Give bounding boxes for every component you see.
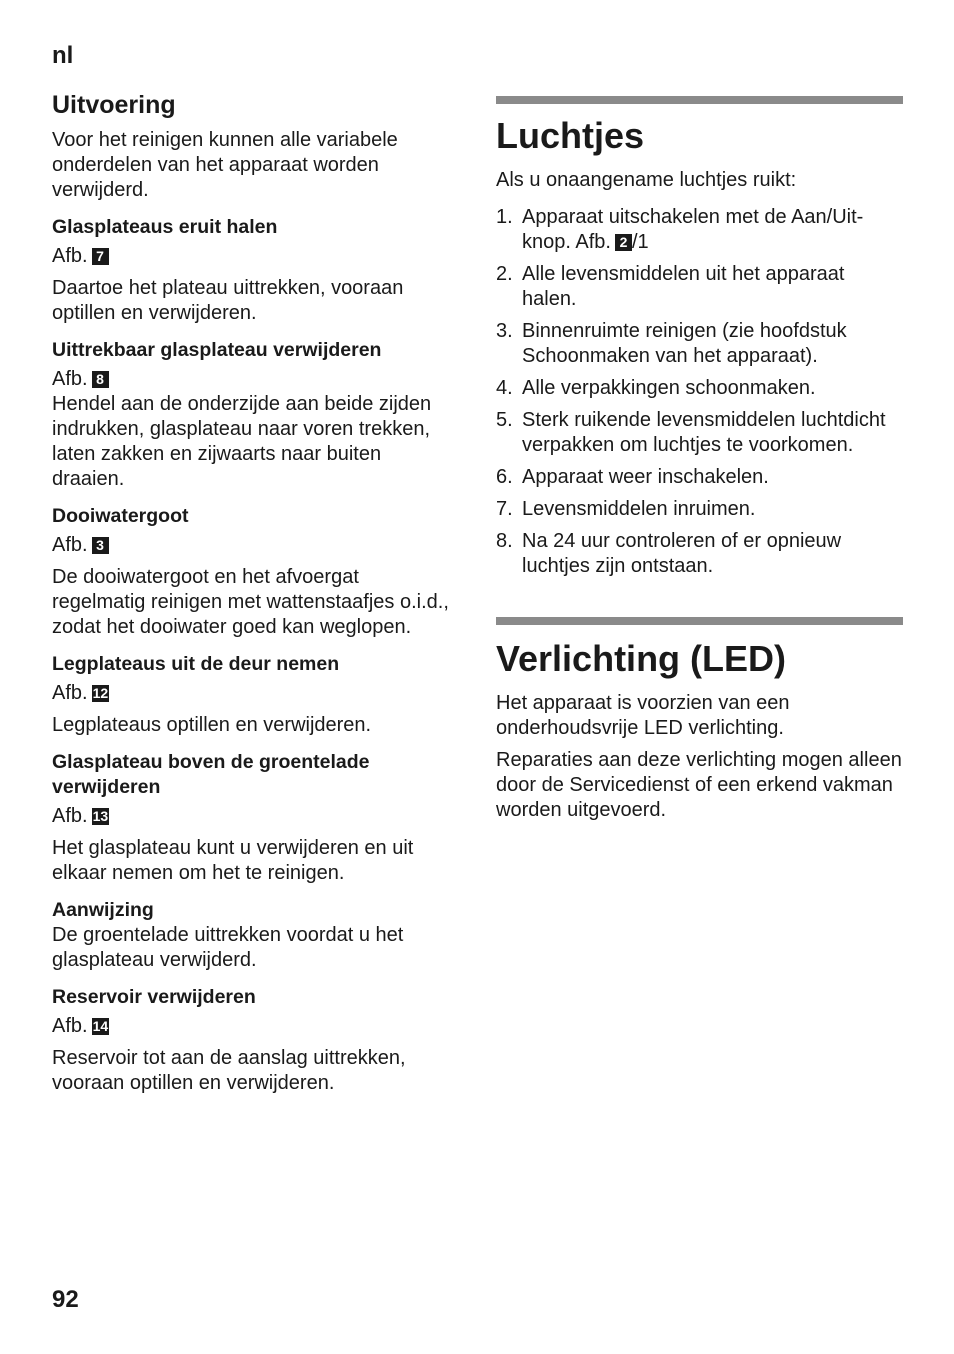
figure-number-badge: 13 — [92, 808, 109, 824]
subsection-heading: Reservoir verwijderen — [52, 986, 256, 1008]
list-item: 7. Levensmiddelen inruimen. — [496, 498, 756, 520]
subsection-dooiwatergoot — [52, 504, 457, 640]
page-number: 92 — [52, 1286, 79, 1313]
subsection-reservoir — [52, 985, 457, 1096]
section-title-uitvoering: Uitvoering — [52, 91, 176, 119]
figure-reference: Afb. 12 — [52, 682, 109, 704]
subsection-heading: Aanwijzing — [52, 899, 154, 921]
subsection-text: Legplateaus optillen en verwijderen. — [52, 714, 372, 736]
subsection-heading: Legplateaus uit de deur nemen — [52, 653, 340, 675]
list-item: 4. Alle verpakkingen schoonmaken. — [496, 377, 816, 399]
language-tag: nl — [52, 42, 74, 69]
subsection-heading: Dooiwatergoot — [52, 505, 189, 527]
verlichting-paragraph: Reparaties aan deze verlichting mogen alleen door de Servicedienst of een erkend vakman worden uitgevoerd. — [496, 749, 902, 821]
subsection-text: Reservoir tot aan de aanslag uittrekken, vooraan optillen en verwijderen. — [52, 1047, 406, 1094]
subsection-text: Het glasplateau kunt u verwijderen en uit elkaar nemen om het te reinigen. — [52, 837, 414, 884]
list-item: 6. Apparaat weer inschakelen. — [496, 466, 769, 488]
subsection-heading: Glasplateaus eruit halen — [52, 216, 278, 238]
subsection-text: Hendel aan de onderzijde aan beide zijden indrukken, glasplateau naar voren trekken, laten zakken en zijwaarts naar buiten draaien. — [52, 393, 432, 490]
figure-reference: Afb. 3 — [52, 533, 457, 558]
section-title-luchtjes: Luchtjes — [496, 115, 645, 156]
subsection-heading: Glasplateau boven de groentelade verwijderen — [52, 751, 370, 798]
figure-number-badge: 12 — [92, 685, 109, 701]
figure-number-badge: 7 — [92, 248, 109, 265]
figure-reference: Afb. 14 — [52, 1015, 109, 1037]
section-divider — [496, 617, 903, 625]
intro-paragraph: Voor het reinigen kunnen alle variabele onderdelen van het apparaat worden verwijderd. — [52, 129, 398, 201]
figure-number-badge: 14 — [92, 1018, 109, 1034]
list-item: 8. Na 24 uur controleren of er opnieuw luchtjes zijn ontstaan. — [496, 530, 842, 577]
list-item: 2. Alle levensmiddelen uit het apparaat halen. — [496, 263, 845, 310]
figure-reference: Afb. 8 — [52, 367, 457, 392]
figure-reference: Afb. 7 — [52, 244, 457, 269]
list-item: 3. Binnenruimte reinigen (zie hoofdstuk Schoonmaken van het apparaat). — [496, 320, 847, 367]
section-divider — [496, 96, 903, 104]
list-item: 1. Apparaat uitschakelen met de Aan/Uit-knop. Afb. 2 /1 — [496, 206, 864, 253]
subsection-glasplateau-groentelade — [52, 750, 457, 886]
subsection-uittrekbaar — [52, 338, 457, 492]
subsection-heading: Uittrekbaar glasplateau verwijderen — [52, 339, 382, 361]
subsection-text: De dooiwatergoot en het afvoergat regelmatig reinigen met wattenstaafjes o.i.d., zodat het dooiwater goed kan weglopen. — [52, 566, 449, 638]
left-column — [52, 88, 457, 1096]
luchtjes-steps-list — [496, 205, 903, 579]
figure-number-badge: 3 — [92, 537, 109, 554]
right-column — [496, 96, 903, 823]
section-title-verlichting: Verlichting (LED) — [496, 638, 787, 679]
subsection-text: De groentelade uittrekken voordat u het glasplateau verwijderd. — [52, 924, 404, 971]
subsection-glasplateaus — [52, 215, 457, 326]
luchtjes-intro: Als u onaangename luchtjes ruikt: — [496, 169, 797, 191]
list-item: 5. Sterk ruikende levensmiddelen luchtdicht verpakken om luchtjes te voorkomen. — [496, 409, 886, 456]
figure-number-badge: 8 — [92, 371, 109, 388]
subsection-legplateaus — [52, 652, 457, 738]
subsection-aanwijzing — [52, 898, 457, 973]
verlichting-paragraph: Het apparaat is voorzien van een onderhoudsvrije LED verlichting. — [496, 692, 790, 739]
figure-number-badge: 2 — [615, 234, 632, 251]
figure-reference: Afb. 13 — [52, 805, 109, 827]
subsection-text: Daartoe het plateau uittrekken, vooraan optillen en verwijderen. — [52, 277, 404, 324]
